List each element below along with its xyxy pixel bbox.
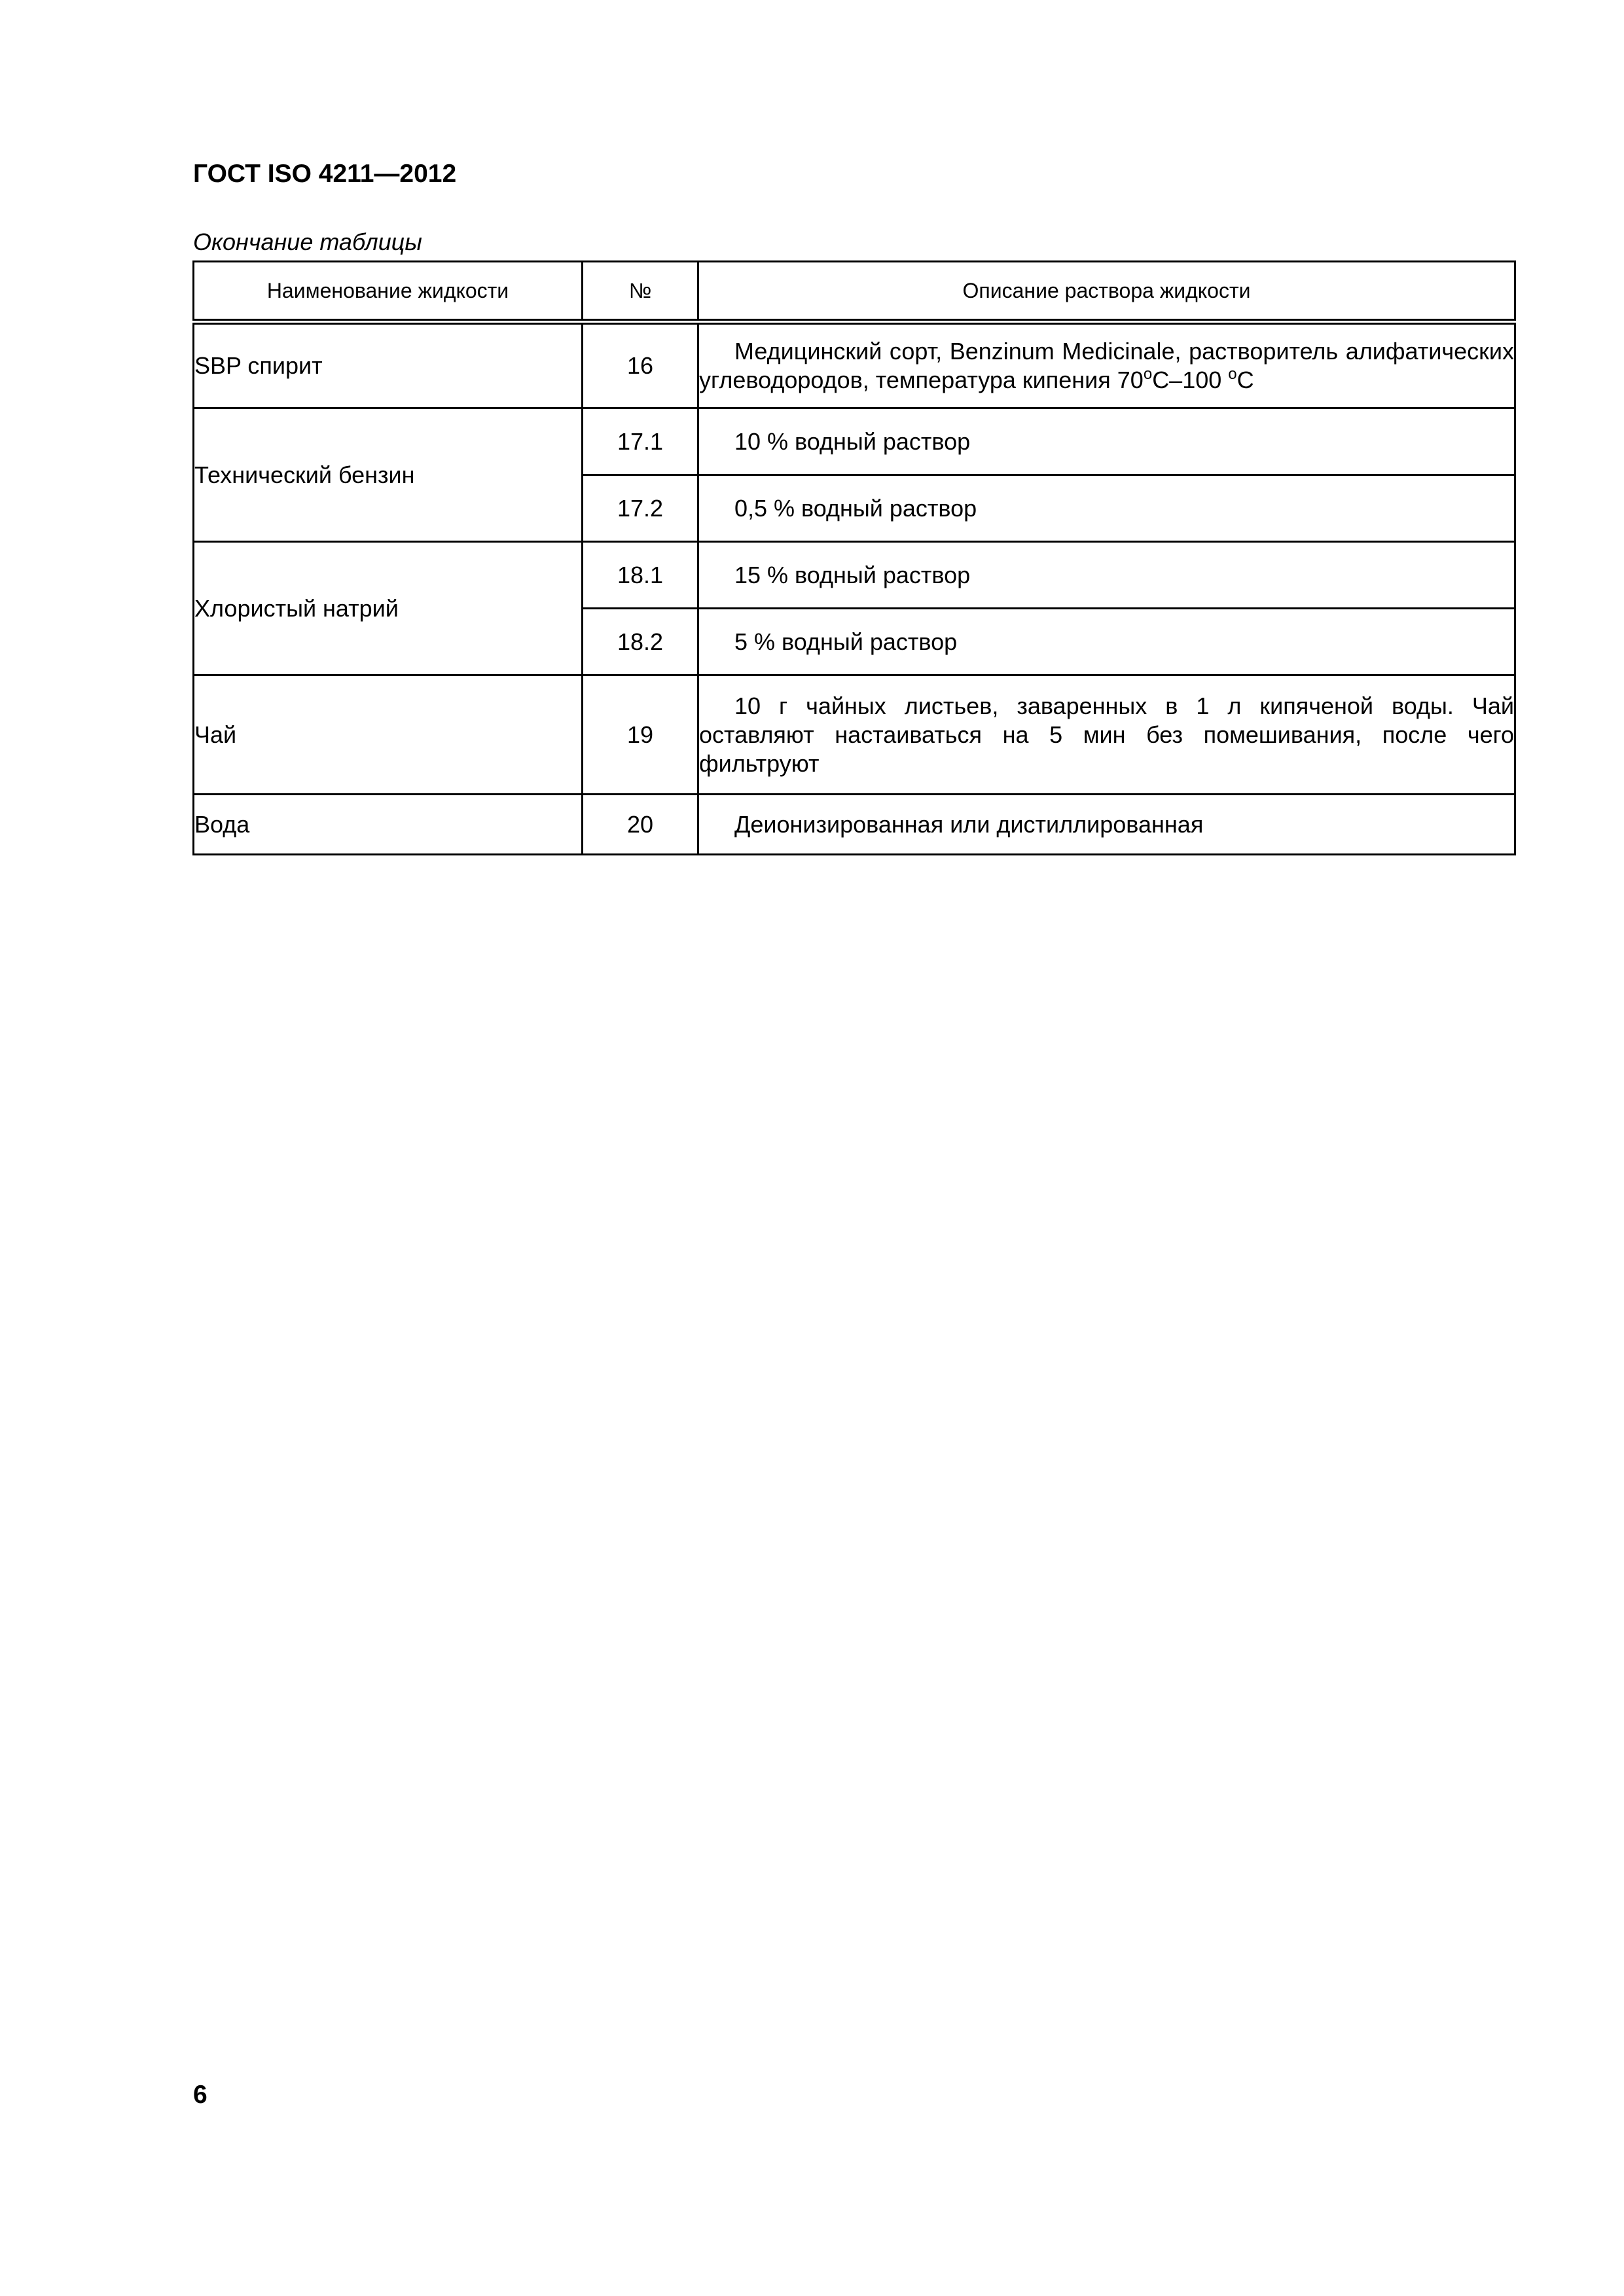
column-header-name: Наименование жидкости (194, 262, 583, 322)
description-text: 10 г чайных листьев, заваренных в 1 л кипяченой воды. Чай оставляют настаиваться на 5 мин без помешивания, после чего фильтруют (699, 692, 1514, 777)
fluid-name: SBP спирит (194, 322, 583, 408)
description-text: C (1236, 367, 1254, 393)
description-text: 10 % водный раствор (734, 427, 971, 455)
fluid-number: 17.1 (583, 408, 698, 475)
fluid-number: 19 (583, 675, 698, 795)
fluids-table (192, 260, 1516, 855)
fluid-name: Хлористый натрий (194, 542, 583, 675)
degree-sign: о (1228, 365, 1237, 383)
description-text: 5 % водный раствор (734, 628, 958, 655)
page-number: 6 (193, 2081, 208, 2109)
fluid-description (698, 322, 1515, 408)
column-header-description: Описание раствора жидкости (698, 262, 1515, 322)
table-caption: Окончание таблицы (193, 228, 422, 255)
fluid-number: 16 (583, 322, 698, 408)
table-header-row (194, 262, 1515, 322)
fluid-description (698, 408, 1515, 475)
table-row (194, 408, 1515, 475)
fluid-number: 18.2 (583, 609, 698, 675)
fluid-description (698, 675, 1515, 795)
table-row (194, 795, 1515, 855)
fluid-description (698, 795, 1515, 855)
description-text: 0,5 % водный раствор (734, 494, 977, 522)
table-row (194, 542, 1515, 609)
column-header-number: № (583, 262, 698, 322)
fluid-number: 20 (583, 795, 698, 855)
table-row (194, 675, 1515, 795)
degree-sign: о (1143, 365, 1153, 383)
fluid-description (698, 609, 1515, 675)
fluid-description (698, 475, 1515, 542)
description-text: C–100 (1152, 367, 1229, 393)
description-text: Деионизированная или дистиллированная (734, 810, 1204, 838)
document-header: ГОСТ ISO 4211—2012 (193, 160, 457, 188)
fluid-name: Вода (194, 795, 583, 855)
fluid-number: 18.1 (583, 542, 698, 609)
description-text: 15 % водный раствор (734, 561, 971, 588)
fluid-name: Чай (194, 675, 583, 795)
fluid-name: Технический бензин (194, 408, 583, 542)
fluid-description (698, 542, 1515, 609)
fluid-number: 17.2 (583, 475, 698, 542)
table-row (194, 322, 1515, 408)
description-text: Медицинский сорт, Benzinum Medicinale, растворитель алифатических углеводородов, температура кипения 70 (699, 338, 1514, 393)
